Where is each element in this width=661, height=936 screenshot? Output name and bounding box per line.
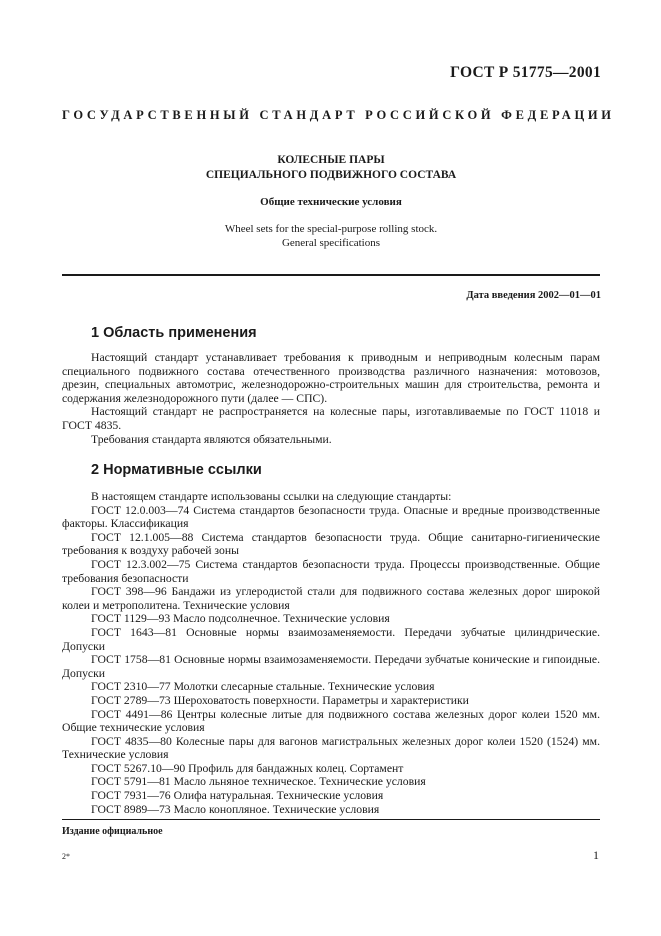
paragraph: Требования стандарта являются обязательными. bbox=[91, 432, 332, 446]
reference-item: ГОСТ 5791—81 Масло льняное техническое. Технические условия bbox=[91, 775, 426, 789]
reference-item: ГОСТ 398—96 Бандажи из углеродистой стали для подвижного состава железных дорог широкой колеи и метрополитена. Технические условия bbox=[62, 585, 600, 612]
reference-item: ГОСТ 12.3.002—75 Система стандартов безопасности труда. Процессы производственные. Общие требования безопасности bbox=[62, 557, 600, 585]
reference-item: ГОСТ 2310—77 Молотки слесарные стальные. Технические условия bbox=[91, 680, 435, 694]
reference-item: ГОСТ 1643—81 Основные нормы взаимозаменяемости. Передачи зубчатые цилиндрические. Допуски bbox=[62, 625, 600, 653]
section-1-body bbox=[62, 351, 600, 446]
english-title-line-2: General specifications bbox=[281, 236, 381, 249]
introduction-date: Дата введения 2002—01—01 bbox=[466, 290, 601, 301]
reference-item: ГОСТ 4835—80 Колесные пары для вагонов магистральных железных дорог колеи 1520 (1524) мм. Технические условия bbox=[62, 734, 600, 762]
reference-item: ГОСТ 1129—93 Масло подсолнечное. Технические условия bbox=[91, 612, 390, 626]
footer-divider bbox=[62, 819, 600, 820]
document-subtitle: Общие технические условия bbox=[260, 196, 402, 208]
title-block bbox=[62, 153, 600, 250]
reference-item: ГОСТ 12.1.005—88 Система стандартов безопасности труда. Общие санитарно-гигиенические требования к воздуху рабочей зоны bbox=[62, 530, 600, 558]
paragraph: Настоящий стандарт не распространяется на колесные пары, изготавливаемые по ГОСТ 11018 и ГОСТ 4835. bbox=[62, 405, 600, 432]
page-number: 1 bbox=[593, 848, 599, 862]
reference-item: ГОСТ 8989—73 Масло конопляное. Технические условия bbox=[91, 802, 380, 816]
title-line-1: КОЛЕСНЫЕ ПАРЫ bbox=[277, 154, 385, 166]
english-title bbox=[62, 223, 600, 250]
reference-item: ГОСТ 4491—86 Центры колесные литые для подвижного состава железных дорог колеи 1520 мм. Общие технические условия bbox=[62, 707, 600, 735]
reference-item: ГОСТ 2789—73 Шероховатость поверхности. Параметры и характеристики bbox=[91, 693, 469, 707]
reference-item: ГОСТ 12.0.003—74 Система стандартов безопасности труда. Опасные и вредные производственные факторы. Классификация bbox=[62, 503, 600, 531]
official-edition-label: Издание официальное bbox=[62, 826, 163, 837]
title-line-2: СПЕЦИАЛЬНОГО ПОДВИЖНОГО СОСТАВА bbox=[205, 169, 457, 181]
paragraph: Настоящий стандарт устанавливает требования к приводным и неприводным колесным парам специального подвижного состава отечественного производства различного назначения: мотовозов, дрезин, специальных автомотрис, железнодорожно-строительных машин для строительства, ремонта и содержания железнодорожного пути (далее — СПС). bbox=[62, 351, 600, 405]
section-2-body bbox=[62, 490, 600, 816]
reference-item: ГОСТ 7931—76 Олифа натуральная. Технические условия bbox=[91, 789, 384, 803]
paragraph: В настоящем стандарте использованы ссылки на следующие стандарты: bbox=[91, 490, 452, 503]
reference-item: ГОСТ 5267.10—90 Профиль для бандажных колец. Сортамент bbox=[91, 761, 404, 775]
header-divider bbox=[62, 274, 600, 276]
english-title-line-1: Wheel sets for the special-purpose rolling stock. bbox=[224, 223, 438, 235]
section-1-heading: 1 Область применения bbox=[91, 325, 257, 341]
reference-item: ГОСТ 1758—81 Основные нормы взаимозаменяемости. Передачи зубчатые конические и гипоидные. Допуски bbox=[62, 653, 600, 680]
section-2-heading: 2 Нормативные ссылки bbox=[91, 462, 262, 478]
state-standard-banner: ГОСУДАРСТВЕННЫЙ СТАНДАРТ РОССИЙСКОЙ ФЕДЕРАЦИИ bbox=[62, 108, 615, 122]
sheet-mark: 2* bbox=[62, 852, 70, 861]
document-number: ГОСТ Р 51775—2001 bbox=[450, 64, 601, 81]
